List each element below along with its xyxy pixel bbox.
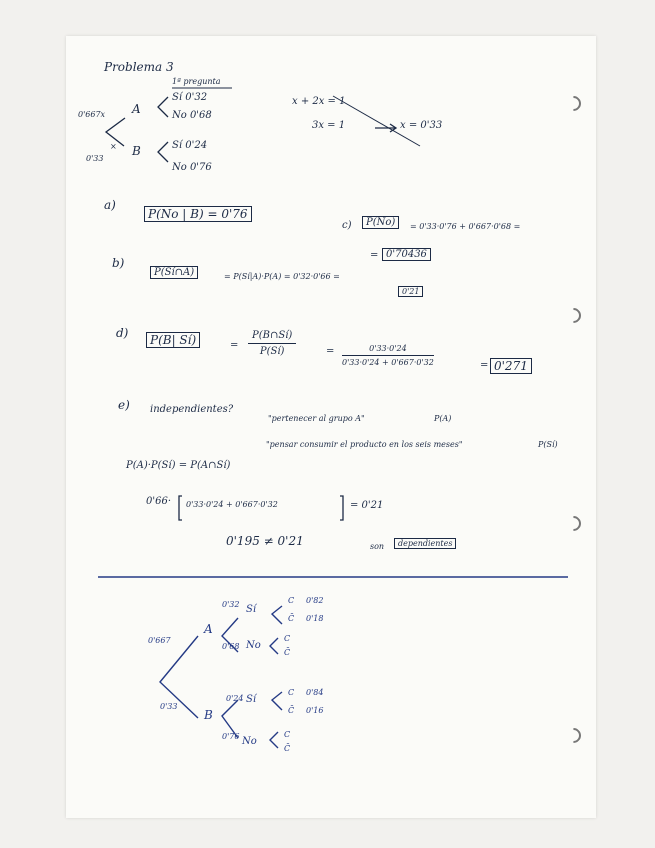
tree2-node-a: A <box>204 622 213 636</box>
tree2-b-no-prob: 0'76 <box>222 732 240 741</box>
leaf-c: C <box>288 688 295 697</box>
bracket-left <box>179 496 182 520</box>
tree1-node-a: A <box>132 102 141 116</box>
tree-header: 1ª pregunta <box>172 77 221 86</box>
tree1-b-si: Sí 0'24 <box>172 140 208 151</box>
leaf-c-prob: 0'84 <box>306 688 324 697</box>
tree2-prob-b: 0'33 <box>160 702 178 711</box>
fraction1-denominator: P(Sí) <box>259 346 285 357</box>
tree2-b-si: Sí <box>246 694 257 705</box>
equation-line1: x + 2x = 1 <box>292 96 346 107</box>
part-d-fraction1 <box>248 330 296 357</box>
part-e-quote2-p: P(Sí) <box>538 440 558 449</box>
part-e-question: independientes? <box>150 404 234 415</box>
tree2-b-si-prob: 0'24 <box>226 694 244 703</box>
part-b-lhs: P(Sí∩A) <box>150 266 198 279</box>
tree2-brace <box>272 692 282 710</box>
part-e-line1: P(A)·P(Sí) = P(A∩Sí) <box>126 460 231 471</box>
part-c-lhs: P(No) <box>362 216 399 229</box>
part-d-eq1: = <box>230 340 239 351</box>
part-e-line3: 0'195 ≠ 0'21 <box>226 534 304 548</box>
tree2-a-si: Sí <box>246 604 257 615</box>
part-e-line2-a: 0'66· <box>146 496 172 507</box>
part-d-result: 0'271 <box>490 358 532 374</box>
part-c-expr: = 0'33·0'76 + 0'667·0'68 = <box>410 222 521 231</box>
part-b-result: 0'21 <box>398 286 423 297</box>
equation-line2: 3x = 1 <box>312 120 346 131</box>
part-b-label: b) <box>112 256 125 270</box>
page-title: Problema 3 <box>104 60 174 74</box>
part-c-result: 0'70436 <box>382 248 431 261</box>
tree1-node-b: B <box>132 144 141 158</box>
leaf-cbar-prob: 0'18 <box>306 614 324 623</box>
tree2-a-no-prob: 0'68 <box>222 642 240 651</box>
leaf-c: C <box>284 730 291 739</box>
tree1-b-no: No 0'76 <box>172 162 212 173</box>
tree2-brace <box>272 606 282 624</box>
part-e-line2-b: 0'33·0'24 + 0'667·0'32 <box>186 500 278 509</box>
part-c-eq: = <box>370 250 379 261</box>
part-e-son: son <box>370 542 385 551</box>
tree2-brace <box>270 732 278 748</box>
arrow <box>375 124 396 132</box>
fraction2-numerator: 0'33·0'24 <box>342 344 434 356</box>
tree1-prob-a: 0'667x <box>78 110 106 119</box>
leaf-cbar: C̄ <box>284 744 291 753</box>
part-d-label: d) <box>116 326 129 340</box>
bracket-right <box>340 496 343 520</box>
part-e-quote1: "pertenecer al grupo A" <box>268 414 365 423</box>
equation-result: x = 0'33 <box>400 120 443 131</box>
leaf-cbar: C̄ <box>288 706 295 715</box>
part-e-label: e) <box>118 398 130 412</box>
tree2-b-no: No <box>242 736 257 747</box>
tree2-brace <box>270 638 278 654</box>
leaf-c: C <box>284 634 291 643</box>
part-a-answer: P(No | B) = 0'76 <box>144 206 252 222</box>
part-e-line2-c: = 0'21 <box>350 500 384 511</box>
leaf-c: C <box>288 596 295 605</box>
tree1-prob-b: 0'33 <box>86 154 104 163</box>
tree2-a-si-prob: 0'32 <box>222 600 240 609</box>
part-d-fraction2 <box>342 344 434 367</box>
part-e-quote2: "pensar consumir el producto en los seis meses" <box>266 440 463 449</box>
part-d-eq3: = <box>480 360 489 371</box>
fraction1-numerator: P(B∩Sí) <box>248 330 296 344</box>
tree2-node-b: B <box>204 708 213 722</box>
tree1-a-no: No 0'68 <box>172 110 212 121</box>
tree1-mult: × <box>110 142 117 151</box>
part-a-label: a) <box>104 198 116 212</box>
fraction2-denominator: 0'33·0'24 + 0'667·0'32 <box>342 358 434 367</box>
tree2-prob-a: 0'667 <box>148 636 171 645</box>
part-e-quote1-p: P(A) <box>434 414 452 423</box>
leaf-cbar-prob: 0'16 <box>306 706 324 715</box>
part-c-label: c) <box>342 220 352 231</box>
leaf-cbar: C̄ <box>288 614 295 623</box>
tree2-a-no: No <box>246 640 261 651</box>
part-d-lhs: P(B| Sí) <box>146 332 200 348</box>
tree1-a-brace <box>158 97 168 117</box>
tree1-b-brace <box>158 142 168 162</box>
part-e-conclusion: dependientes <box>394 538 456 549</box>
part-b-expr: = P(Sí|A)·P(A) = 0'32·0'66 = <box>224 272 340 281</box>
tree1-a-si: Sí 0'32 <box>172 92 208 103</box>
leaf-c-prob: 0'82 <box>306 596 324 605</box>
leaf-cbar: C̄ <box>284 648 291 657</box>
part-d-eq2: = <box>326 346 335 357</box>
